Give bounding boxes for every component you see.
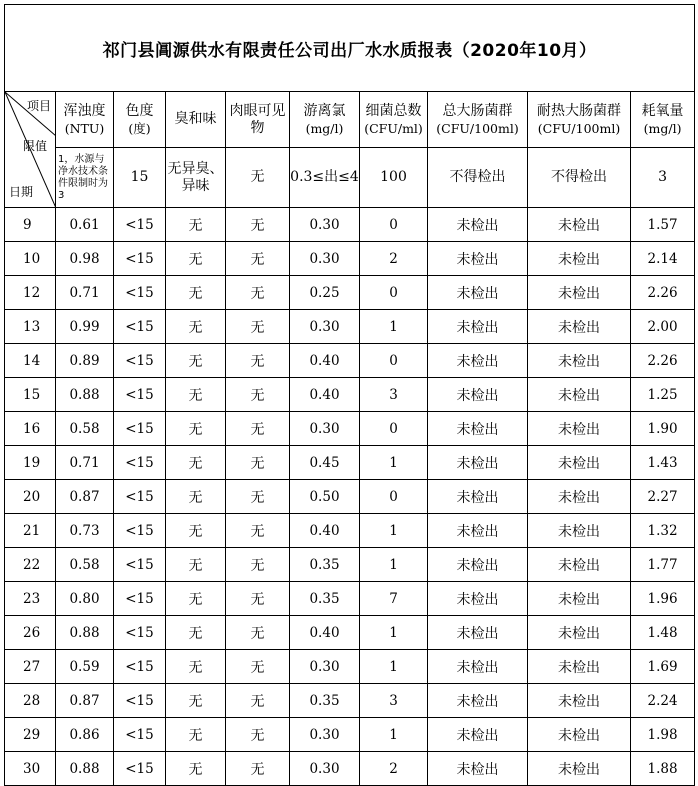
row-value-cell: 未检出 [528,276,631,310]
row-value-cell: 无 [226,650,290,684]
row-value-cell: 无 [226,276,290,310]
row-value-cell: 未检出 [528,650,631,684]
row-value-cell: 0.30 [290,718,360,752]
row-value-cell: <15 [114,684,166,718]
row-value-cell: 1.77 [631,548,695,582]
column-header-8 [631,92,695,148]
row-value-cell: 无 [166,242,226,276]
row-value-cell: 1 [360,446,428,480]
row-value-cell: 0.73 [56,514,114,548]
row-value-cell: 0.71 [56,276,114,310]
row-value-cell: 无 [166,378,226,412]
row-value-cell: <15 [114,378,166,412]
row-value-cell: 1 [360,650,428,684]
row-date-cell: 21 [5,514,56,548]
row-value-cell: 未检出 [428,616,528,650]
table-row [5,378,695,412]
corner-item-label: 项目 [26,99,51,113]
limit-value-6: 不得检出 [428,148,528,208]
water-quality-table [4,4,695,786]
row-date-cell: 26 [5,616,56,650]
row-value-cell: 0 [360,208,428,242]
row-value-cell: 无 [166,446,226,480]
row-value-cell: 0 [360,276,428,310]
row-date-cell: 20 [5,480,56,514]
row-value-cell: 1.96 [631,582,695,616]
row-value-cell: 无 [166,684,226,718]
row-value-cell: 未检出 [428,480,528,514]
row-value-cell: 无 [226,310,290,344]
row-value-cell: 0.30 [290,208,360,242]
row-value-cell: 0.35 [290,582,360,616]
row-value-cell: 无 [226,208,290,242]
row-value-cell: 0.40 [290,378,360,412]
row-value-cell: 1 [360,718,428,752]
row-value-cell: 未检出 [528,208,631,242]
row-value-cell: 未检出 [528,752,631,786]
row-value-cell: 1.69 [631,650,695,684]
row-value-cell: 未检出 [428,514,528,548]
column-header-0 [56,92,114,148]
row-value-cell: <15 [114,650,166,684]
row-value-cell: 无 [226,684,290,718]
corner-limit-label: 限值 [23,139,48,153]
row-value-cell: 未检出 [428,752,528,786]
column-unit: (度) [128,120,151,136]
row-value-cell: 无 [166,480,226,514]
row-value-cell: 2.27 [631,480,695,514]
row-value-cell: 0 [360,344,428,378]
table-row [5,650,695,684]
row-value-cell: 3 [360,684,428,718]
table-row [5,344,695,378]
row-value-cell: 未检出 [528,582,631,616]
row-value-cell: 0.88 [56,378,114,412]
row-date-cell: 30 [5,752,56,786]
row-value-cell: <15 [114,208,166,242]
row-value-cell: <15 [114,480,166,514]
row-date-cell: 23 [5,582,56,616]
corner-date-label: 日期 [9,185,34,199]
column-unit: (CFU/100ml) [436,120,519,136]
row-value-cell: 无 [226,514,290,548]
row-value-cell: 无 [166,344,226,378]
column-header-6 [428,92,528,148]
row-value-cell: 无 [226,616,290,650]
row-value-cell: 1.88 [631,752,695,786]
row-value-cell: 无 [226,548,290,582]
row-date-cell: 13 [5,310,56,344]
table-row [5,208,695,242]
row-value-cell: <15 [114,446,166,480]
column-name: 总大肠菌群 [442,102,513,119]
report-title: 祁门县阊源供水有限责任公司出厂水水质报表（2020年10月） [5,5,695,92]
row-value-cell: 0.86 [56,718,114,752]
row-value-cell: 无 [166,208,226,242]
limit-value-1: 15 [114,148,166,208]
table-row [5,718,695,752]
row-value-cell: 0.89 [56,344,114,378]
column-header-1 [114,92,166,148]
row-value-cell: 0.50 [290,480,360,514]
row-value-cell: 无 [166,718,226,752]
row-date-cell: 19 [5,446,56,480]
row-value-cell: <15 [114,718,166,752]
row-value-cell: 未检出 [428,344,528,378]
row-value-cell: 未检出 [528,378,631,412]
row-date-cell: 22 [5,548,56,582]
table-row [5,446,695,480]
table-row [5,582,695,616]
row-value-cell: <15 [114,514,166,548]
column-unit: (mg/l) [305,120,344,136]
row-value-cell: 未检出 [428,718,528,752]
row-value-cell: 1.43 [631,446,695,480]
row-date-cell: 9 [5,208,56,242]
column-header-7 [528,92,631,148]
row-value-cell: 无 [166,548,226,582]
row-value-cell: 2.14 [631,242,695,276]
row-value-cell: 无 [226,378,290,412]
column-header-5 [360,92,428,148]
row-value-cell: <15 [114,616,166,650]
row-value-cell: 0.87 [56,684,114,718]
row-date-cell: 29 [5,718,56,752]
row-value-cell: <15 [114,242,166,276]
row-date-cell: 14 [5,344,56,378]
row-value-cell: 无 [226,412,290,446]
table-row [5,480,695,514]
column-name: 耗氧量 [641,102,684,119]
row-value-cell: 1.25 [631,378,695,412]
table-row [5,412,695,446]
row-value-cell: 0.40 [290,514,360,548]
row-value-cell: 未检出 [428,242,528,276]
row-value-cell: 2 [360,242,428,276]
row-value-cell: 1.98 [631,718,695,752]
row-value-cell: 未检出 [428,548,528,582]
row-value-cell: <15 [114,548,166,582]
column-name: 色度 [125,102,154,119]
row-value-cell: 1.90 [631,412,695,446]
table-row [5,752,695,786]
row-value-cell: 0.71 [56,446,114,480]
limit-value-4: 0.3≤出≤4 [290,148,360,208]
column-unit: (mg/l) [643,120,682,136]
row-value-cell: 未检出 [528,548,631,582]
row-date-cell: 16 [5,412,56,446]
column-name: 游离氯 [303,102,346,119]
column-unit: (NTU) [64,120,105,136]
row-value-cell: 未检出 [528,718,631,752]
column-header-4 [290,92,360,148]
limit-value-8: 3 [631,148,695,208]
row-value-cell: <15 [114,582,166,616]
row-value-cell: 未检出 [528,616,631,650]
row-value-cell: 0.99 [56,310,114,344]
row-value-cell: 未检出 [428,446,528,480]
row-value-cell: 0.98 [56,242,114,276]
row-value-cell: 2 [360,752,428,786]
row-value-cell: 2.00 [631,310,695,344]
table-row [5,276,695,310]
row-value-cell: 无 [226,446,290,480]
row-value-cell: 1.48 [631,616,695,650]
row-value-cell: <15 [114,344,166,378]
row-value-cell: 1 [360,514,428,548]
limit-value-5: 100 [360,148,428,208]
limit-value-7: 不得检出 [528,148,631,208]
row-value-cell: 无 [226,344,290,378]
row-value-cell: 0.88 [56,616,114,650]
row-date-cell: 15 [5,378,56,412]
row-value-cell: 0.40 [290,344,360,378]
row-value-cell: 0.58 [56,412,114,446]
row-value-cell: 未检出 [528,412,631,446]
row-value-cell: 未检出 [528,242,631,276]
row-value-cell: 未检出 [428,650,528,684]
row-value-cell: 0 [360,480,428,514]
row-value-cell: 未检出 [528,684,631,718]
column-header-2 [166,92,226,148]
column-header-3 [226,92,290,148]
row-value-cell: 无 [166,616,226,650]
row-value-cell: 0.87 [56,480,114,514]
row-value-cell: 2.24 [631,684,695,718]
row-value-cell: <15 [114,752,166,786]
row-value-cell: 未检出 [428,310,528,344]
row-value-cell: 0.25 [290,276,360,310]
row-value-cell: 无 [166,752,226,786]
row-value-cell: 未检出 [428,276,528,310]
row-value-cell: 无 [226,242,290,276]
row-value-cell: 未检出 [528,514,631,548]
row-value-cell: 1.32 [631,514,695,548]
table-row [5,514,695,548]
row-value-cell: 无 [166,310,226,344]
row-value-cell: 未检出 [428,378,528,412]
row-value-cell: 未检出 [428,208,528,242]
row-value-cell: 0.30 [290,752,360,786]
row-value-cell: 1 [360,616,428,650]
limit-value-3: 无 [226,148,290,208]
row-date-cell: 28 [5,684,56,718]
row-value-cell: 1 [360,310,428,344]
row-value-cell: 未检出 [528,310,631,344]
row-value-cell: 未检出 [428,412,528,446]
table-row [5,548,695,582]
row-value-cell: 0.35 [290,684,360,718]
row-date-cell: 12 [5,276,56,310]
limit-value-2: 无异臭、异味 [166,148,226,208]
row-value-cell: 无 [166,514,226,548]
row-value-cell: 未检出 [428,684,528,718]
row-date-cell: 27 [5,650,56,684]
row-date-cell: 10 [5,242,56,276]
table-row [5,616,695,650]
row-value-cell: 未检出 [428,582,528,616]
row-value-cell: 2.26 [631,276,695,310]
row-value-cell: 0.58 [56,548,114,582]
row-value-cell: <15 [114,310,166,344]
row-value-cell: 无 [226,752,290,786]
row-value-cell: 0.30 [290,310,360,344]
column-name: 臭和味 [174,111,217,127]
row-value-cell: 1 [360,548,428,582]
row-value-cell: 无 [166,276,226,310]
column-name: 耐热大肠菌群 [537,102,621,119]
row-value-cell: 未检出 [528,480,631,514]
row-value-cell: 无 [166,412,226,446]
row-value-cell: 0.30 [290,242,360,276]
row-value-cell: 0.59 [56,650,114,684]
row-value-cell: 2.26 [631,344,695,378]
column-name: 肉眼可见物 [229,102,286,136]
column-name: 细菌总数 [365,102,422,119]
table-row [5,310,695,344]
row-value-cell: 未检出 [528,446,631,480]
column-unit: (CFU/ml) [364,120,423,136]
column-unit: (CFU/100ml) [537,120,621,136]
row-value-cell: 无 [166,650,226,684]
row-value-cell: 无 [226,718,290,752]
row-value-cell: 0.40 [290,616,360,650]
row-value-cell: 3 [360,378,428,412]
row-value-cell: 0.35 [290,548,360,582]
row-value-cell: 无 [166,582,226,616]
row-value-cell: 0.30 [290,650,360,684]
row-value-cell: <15 [114,276,166,310]
row-value-cell: 7 [360,582,428,616]
row-value-cell: 0.30 [290,412,360,446]
row-value-cell: 无 [226,480,290,514]
table-row [5,684,695,718]
row-value-cell: 1.57 [631,208,695,242]
corner-header-cell [5,92,56,208]
row-value-cell: 0.88 [56,752,114,786]
row-value-cell: 0 [360,412,428,446]
row-value-cell: <15 [114,412,166,446]
column-name: 浑浊度 [63,102,106,119]
row-value-cell: 0.45 [290,446,360,480]
row-value-cell: 无 [226,582,290,616]
row-value-cell: 0.61 [56,208,114,242]
row-value-cell: 未检出 [528,344,631,378]
limit-note: 1，水源与净水技术条件限制时为3 [56,148,114,208]
row-value-cell: 0.80 [56,582,114,616]
table-row [5,242,695,276]
